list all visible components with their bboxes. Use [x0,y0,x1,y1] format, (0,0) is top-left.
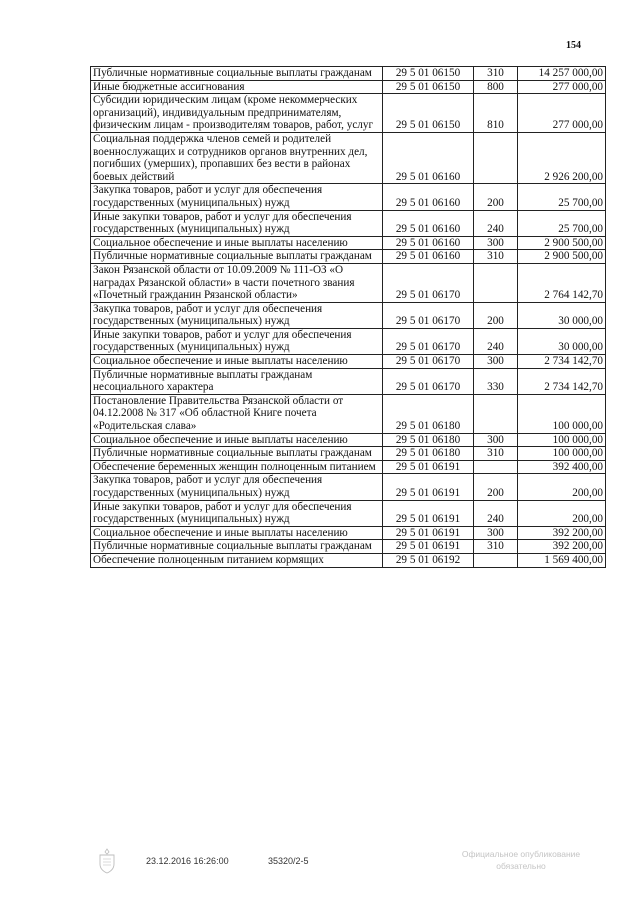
table-row [91,355,606,369]
row-target-code: 29 5 01 06180 [383,394,474,433]
table-row [91,302,606,328]
row-expense-type: 810 [474,94,518,133]
row-name: Социальная поддержка членов семей и родителей военнослужащих и сотрудников органов внутренних дел, погибших (умерших), пропавших без вести в районах боевых действий [91,132,383,183]
row-amount: 25 700,00 [518,184,606,210]
row-amount: 100 000,00 [518,433,606,447]
row-target-code: 29 5 01 06191 [383,460,474,474]
row-target-code: 29 5 01 06160 [383,250,474,264]
row-target-code: 29 5 01 06170 [383,355,474,369]
row-amount: 25 700,00 [518,210,606,236]
row-target-code: 29 5 01 06191 [383,540,474,554]
row-name: Публичные нормативные социальные выплаты гражданам [91,540,383,554]
row-expense-type: 300 [474,236,518,250]
coat-of-arms-icon [96,848,118,874]
row-amount: 277 000,00 [518,80,606,94]
row-name: Иные бюджетные ассигнования [91,80,383,94]
row-expense-type: 300 [474,355,518,369]
footer-stamp: Официальное опубликование обязательно [461,849,581,871]
row-amount: 1 569 400,00 [518,553,606,567]
row-target-code: 29 5 01 06160 [383,184,474,210]
table-row [91,250,606,264]
footer-datetime: 23.12.2016 16:26:00 [146,856,229,866]
page-number: 154 [566,40,581,51]
row-amount: 30 000,00 [518,302,606,328]
row-amount: 2 734 142,70 [518,355,606,369]
row-expense-type [474,263,518,302]
row-name: Субсидии юридическим лицам (кроме некоммерческих организаций), индивидуальным предпринимателям, физическим лицам - производителям товаров, работ, услуг [91,94,383,133]
row-expense-type: 200 [474,302,518,328]
row-name: Социальное обеспечение и иные выплаты населению [91,433,383,447]
row-amount: 2 926 200,00 [518,132,606,183]
table-row [91,460,606,474]
row-expense-type: 240 [474,210,518,236]
row-expense-type: 310 [474,67,518,81]
row-amount: 392 200,00 [518,526,606,540]
row-name: Иные закупки товаров, работ и услуг для обеспечения государственных (муниципальных) нужд [91,328,383,354]
row-amount: 100 000,00 [518,394,606,433]
row-amount: 30 000,00 [518,328,606,354]
row-expense-type: 300 [474,526,518,540]
table-row [91,184,606,210]
row-amount: 14 257 000,00 [518,67,606,81]
table-row [91,526,606,540]
table-row [91,474,606,500]
row-target-code: 29 5 01 06192 [383,553,474,567]
footer-document-id: 35320/2-5 [268,856,309,866]
row-target-code: 29 5 01 06170 [383,368,474,394]
row-amount: 2 900 500,00 [518,250,606,264]
row-target-code: 29 5 01 06180 [383,433,474,447]
table-row [91,132,606,183]
row-name: Закупка товаров, работ и услуг для обеспечения государственных (муниципальных) нужд [91,474,383,500]
budget-table-body [91,67,606,568]
table-row [91,553,606,567]
row-expense-type: 200 [474,184,518,210]
row-target-code: 29 5 01 06170 [383,328,474,354]
row-name: Публичные нормативные социальные выплаты гражданам [91,250,383,264]
row-name: Иные закупки товаров, работ и услуг для обеспечения государственных (муниципальных) нужд [91,500,383,526]
row-expense-type: 240 [474,328,518,354]
row-target-code: 29 5 01 06180 [383,447,474,461]
row-name: Социальное обеспечение и иные выплаты населению [91,236,383,250]
row-target-code: 29 5 01 06150 [383,67,474,81]
table-row [91,328,606,354]
row-target-code: 29 5 01 06160 [383,210,474,236]
row-name: Обеспечение беременных женщин полноценным питанием [91,460,383,474]
row-expense-type: 310 [474,540,518,554]
row-amount: 277 000,00 [518,94,606,133]
row-name: Закон Рязанской области от 10.09.2009 № 111-ОЗ «О наградах Рязанской области» в части почетного звания «Почетный гражданин Рязанской области» [91,263,383,302]
row-amount: 2 900 500,00 [518,236,606,250]
row-name: Иные закупки товаров, работ и услуг для обеспечения государственных (муниципальных) нужд [91,210,383,236]
table-row [91,236,606,250]
row-expense-type: 200 [474,474,518,500]
table-row [91,447,606,461]
row-name: Публичные нормативные социальные выплаты гражданам [91,447,383,461]
table-row [91,67,606,81]
row-name: Социальное обеспечение и иные выплаты населению [91,526,383,540]
row-target-code: 29 5 01 06170 [383,302,474,328]
table-row [91,394,606,433]
row-target-code: 29 5 01 06150 [383,94,474,133]
table-row [91,210,606,236]
row-amount: 200,00 [518,474,606,500]
row-target-code: 29 5 01 06150 [383,80,474,94]
row-target-code: 29 5 01 06170 [383,263,474,302]
row-amount: 200,00 [518,500,606,526]
row-name: Обеспечение полноценным питанием кормящих [91,553,383,567]
row-expense-type: 310 [474,447,518,461]
row-name: Публичные нормативные социальные выплаты гражданам [91,67,383,81]
row-expense-type [474,460,518,474]
budget-table [90,66,606,568]
row-amount: 2 764 142,70 [518,263,606,302]
row-target-code: 29 5 01 06160 [383,236,474,250]
row-expense-type: 310 [474,250,518,264]
table-row [91,540,606,554]
row-target-code: 29 5 01 06191 [383,526,474,540]
table-row [91,263,606,302]
row-name: Социальное обеспечение и иные выплаты населению [91,355,383,369]
table-row [91,433,606,447]
row-expense-type: 240 [474,500,518,526]
table-row [91,368,606,394]
row-target-code: 29 5 01 06191 [383,474,474,500]
row-expense-type: 330 [474,368,518,394]
table-row [91,94,606,133]
row-target-code: 29 5 01 06191 [383,500,474,526]
row-name: Закупка товаров, работ и услуг для обеспечения государственных (муниципальных) нужд [91,302,383,328]
row-amount: 2 734 142,70 [518,368,606,394]
row-amount: 392 400,00 [518,460,606,474]
row-amount: 100 000,00 [518,447,606,461]
row-expense-type [474,132,518,183]
row-name: Публичные нормативные выплаты гражданам несоциального характера [91,368,383,394]
row-name: Закупка товаров, работ и услуг для обеспечения государственных (муниципальных) нужд [91,184,383,210]
row-target-code: 29 5 01 06160 [383,132,474,183]
table-row [91,500,606,526]
row-expense-type: 800 [474,80,518,94]
row-expense-type [474,553,518,567]
row-name: Постановление Правительства Рязанской области от 04.12.2008 № 317 «Об областной Книге почета «Родительская слава» [91,394,383,433]
row-expense-type [474,394,518,433]
table-row [91,80,606,94]
row-amount: 392 200,00 [518,540,606,554]
row-expense-type: 300 [474,433,518,447]
